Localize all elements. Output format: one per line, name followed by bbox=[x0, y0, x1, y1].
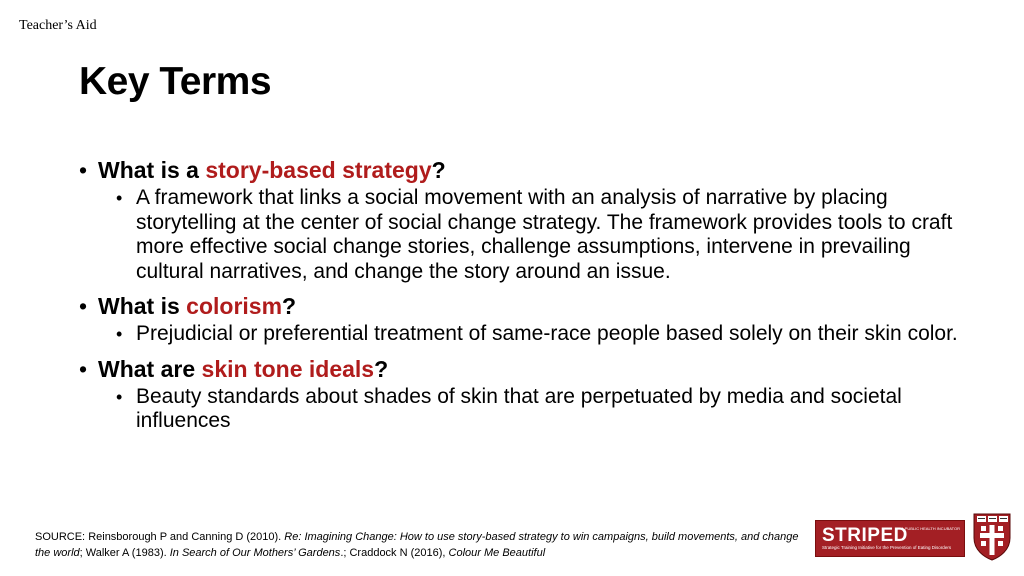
term-question-3: • What are skin tone ideals? bbox=[79, 353, 959, 385]
striped-subtitle: Strategic Training Initiative for the Prevention of Eating Disorders bbox=[822, 545, 952, 550]
key-terms-list bbox=[79, 154, 959, 440]
term-definition: • Prejudicial or preferential treatment of same-race people based solely on their skin color. bbox=[79, 322, 959, 347]
source-citation: SOURCE: Reinsborough P and Canning D (2010). Re: Imagining Change: How to use story-based strategy to win campaigns, build movements, and change the world; Walker A (1983). In Search of Our Mothers’ Gardens.; Craddock N (2016), Colour Me Beautiful bbox=[35, 531, 799, 559]
term-question-2: • What is colorism? bbox=[79, 290, 959, 322]
term-definitions-1 bbox=[79, 186, 959, 284]
term-definitions-2 bbox=[79, 322, 959, 347]
term-definition: • Beauty standards about shades of skin that are perpetuated by media and societal influences bbox=[79, 385, 959, 434]
harvard-shield-icon bbox=[972, 512, 1012, 562]
header-label: Teacher’s Aid bbox=[19, 18, 97, 33]
slide-title: Key Terms bbox=[79, 60, 272, 103]
striped-tagline: A PUBLIC HEALTH INCUBATOR bbox=[901, 526, 960, 531]
term-definitions-3 bbox=[79, 385, 959, 434]
term-highlight: colorism bbox=[186, 293, 283, 319]
striped-wordmark: STRIPED bbox=[822, 525, 908, 546]
term-definition: • A framework that links a social movement with an analysis of narrative by placing storytelling at the center of social change strategy. The framework provides tools to craft more effective social change stories, challenge assumptions, intervene in prevailing cultural narratives, and change the story around an issue. bbox=[79, 186, 959, 284]
striped-logo bbox=[815, 520, 965, 557]
term-highlight: skin tone ideals bbox=[201, 355, 375, 382]
term-question-1: • What is a story-based strategy? bbox=[79, 154, 959, 186]
term-highlight: story-based strategy bbox=[205, 157, 432, 183]
